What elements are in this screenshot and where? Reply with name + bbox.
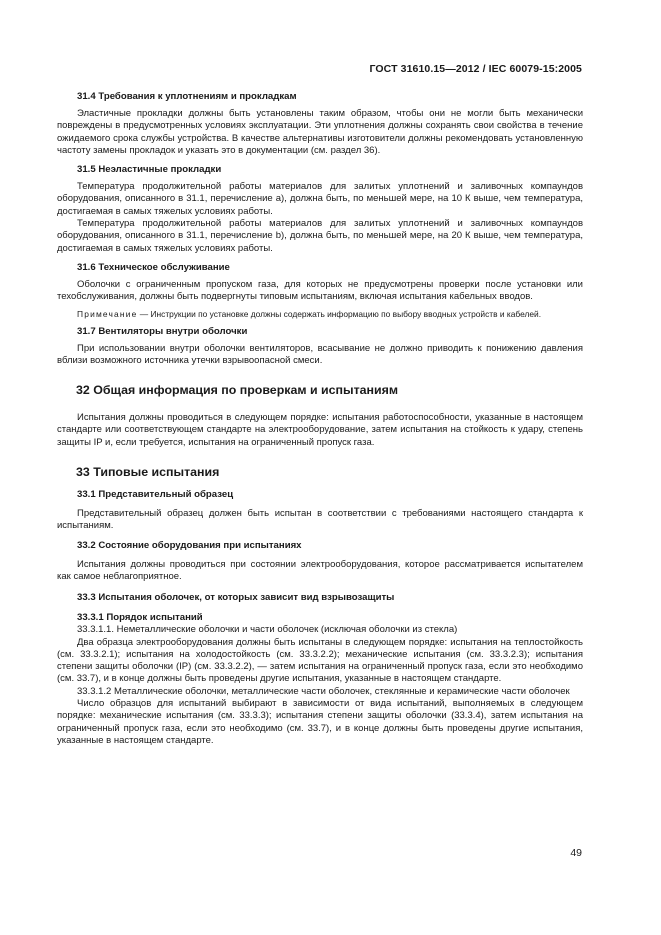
section-33-2-text: Испытания должны проводиться при состоянии электрооборудования, которое рассматривается испытателем как самое неблагоприятное. [57,558,583,582]
section-31-7-title: 31.7 Вентиляторы внутри оболочки [77,325,248,337]
section-33-3-title: 33.3 Испытания оболочек, от которых зависит вид взрывозащиты [77,592,395,604]
section-31-6-note [57,309,583,320]
section-33-3-1-1-text: Два образца электрооборудования должны быть испытаны в следующем порядке: испытания на теплостойкость (см. 33.3.2.1); испытания на холодостойкость (см. 33.3.2.2); механические испытания (см. 33.3.2.3); испытания степени защиты оболочки (IP) (см. 33.3.2.2), — затем испытания на ограниченный пропуск газа, если это необходимо (см. 33.7), и в конце должны быть проведены другие испытания, указанные в настоящем стандарте. [57,636,583,685]
section-31-6-text: Оболочки с ограниченным пропуском газа, для которых не предусмотрены проверки после установки или техобслуживания, должны быть подвергнуты типовым испытаниям, включая испытания кабельных вводов. [57,278,583,303]
section-31-7-text: При использовании внутри оболочки вентиляторов, всасывание не должно приводить к понижению давления вблизи возможного источника утечки взрывоопасной смеси. [57,342,583,366]
section-31-5-title: 31.5 Неэластичные прокладки [77,164,222,176]
section-31-4-text: Эластичные прокладки должны быть установлены таким образом, чтобы они не могли быть механически повреждены в предусмотренных условиях эксплуатации. Эти уплотнения должны сохранять свои свойства в течение ожидаемого срока службы устройства. В качестве альтернативы изготовители должны рекомендовать установленную частоту замены прокладок и указать это в документации (см. раздел 36). [57,108,583,156]
section-31-4-title: 31.4 Требования к уплотнениям и прокладкам [77,91,297,102]
section-33-3-1-2-heading: 33.3.1.2 Металлические оболочки, металлические части оболочек, стеклянные и керамические части оболочек [77,685,570,697]
page-number: 49 [570,847,582,859]
section-33-title: 33 Типовые испытания [76,465,220,480]
section-33-1-title: 33.1 Представительный образец [77,489,234,501]
section-33-3-1-title: 33.3.1 Порядок испытаний [77,612,203,624]
section-33-3-1-2-text: Число образцов для испытаний выбирают в зависимости от вида испытаний, выполняемых в следующем порядке: механические испытания (см. 33.3.3); испытания степени защиты оболочки (33.3.4), затем испытания на ограниченный пропуск газа, если это необходимо (см. 33.7), и в конце должны быть проведены другие испытания, указанные в настоящем стандарте. [57,698,583,746]
section-33-1-text: Представительный образец должен быть испытан в соответствии с требованиями настоящего стандарта к испытаниям. [57,508,583,532]
section-33-3-1-1-heading: 33.3.1.1. Неметаллические оболочки и части оболочек (исключая оболочки из стекла) [77,624,458,636]
standard-header: ГОСТ 31610.15—2012 / IEC 60079-15:2005 [369,63,582,75]
section-31-6-title: 31.6 Техническое обслуживание [77,261,230,273]
note-text: — Инструкции по установке должны содержать информацию по выбору вводных устройств и кабелей. [137,308,542,319]
section-31-5-text-2: Температура продолжительной работы материалов для залитых уплотнений и заливочных компаундов оборудования, описанного в 31.1, перечисление b), должна быть, по меньшей мере, на 20 К выше, чем температура, достигаемая в самых тяжелых условиях работы. [57,218,583,254]
section-32-title: 32 Общая информация по проверкам и испытаниям [76,383,399,398]
section-31-5-text-1: Температура продолжительной работы материалов для залитых уплотнений и заливочных компаундов оборудования, описанного в 31.1, перечисление а), должна быть, по меньшей мере, на 10 К выше, чем температура, достигаемая в самых тяжелых условиях работы. [57,181,583,217]
section-33-2-title: 33.2 Состояние оборудования при испытаниях [77,539,302,551]
section-32-text: Испытания должны проводиться в следующем порядке: испытания работоспособности, указанные в настоящем стандарте или соответствующем стандарте на электрооборудование, затем испытания на стойкость к удару, степень защиты IP и, если требуется, испытания на ограниченный пропуск газа. [57,412,583,448]
note-label: Примечание [77,308,138,319]
page-content [57,91,583,747]
